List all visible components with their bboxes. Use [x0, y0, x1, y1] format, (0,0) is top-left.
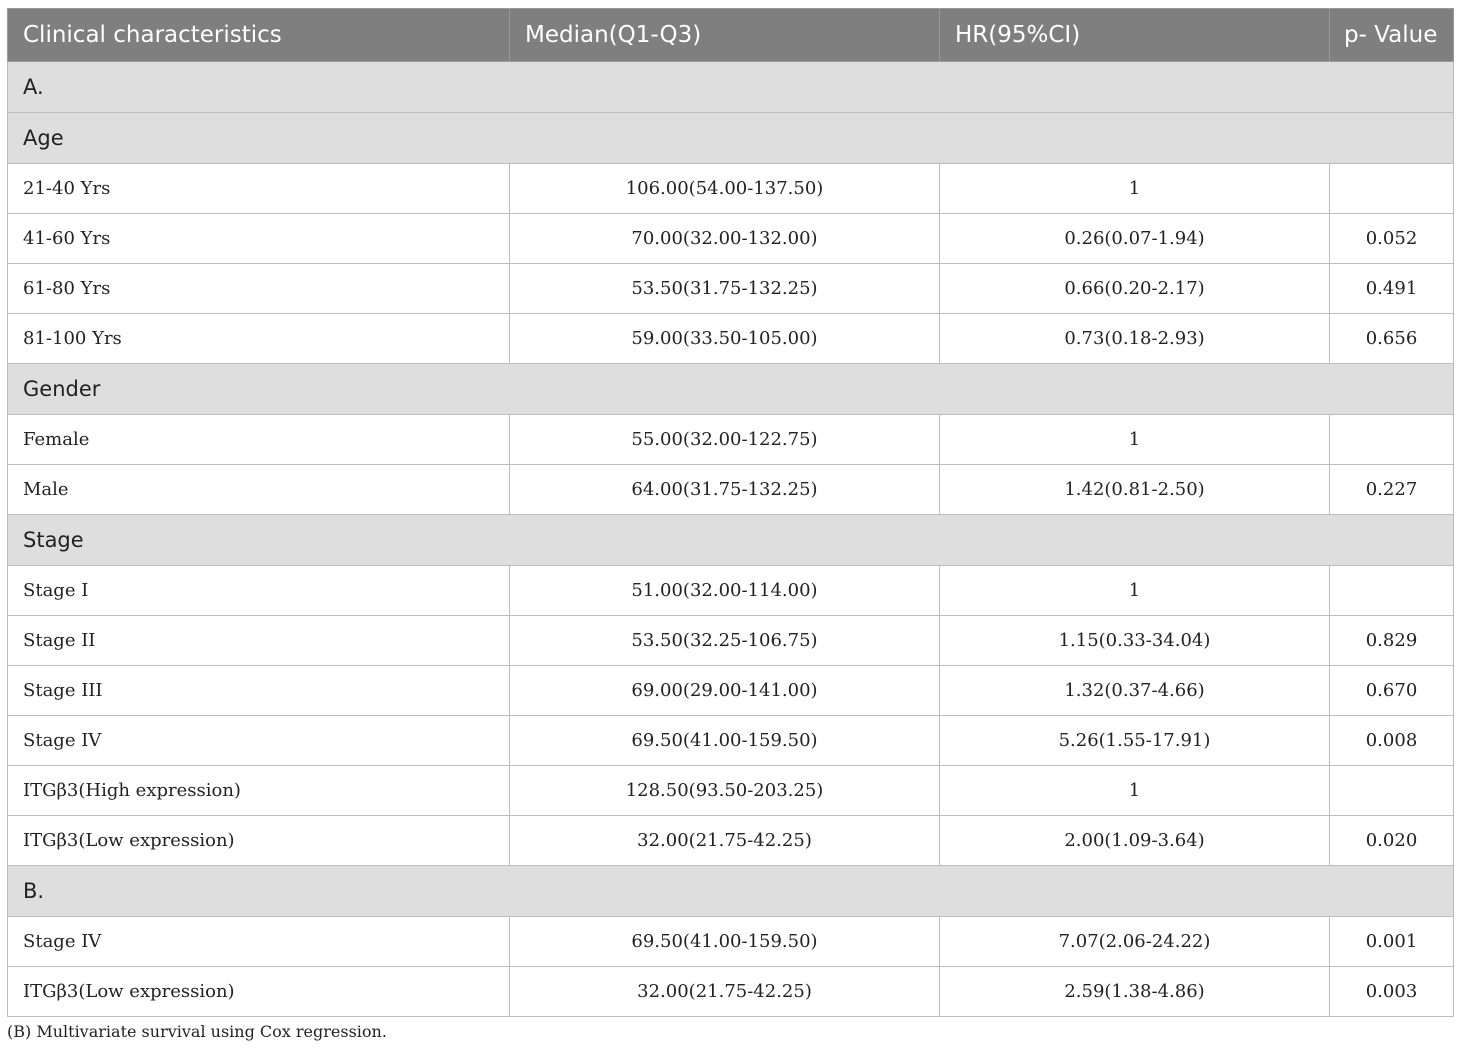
results-table-container: [7, 8, 1453, 1017]
cell-p-value: 0.227: [1330, 465, 1454, 515]
section-label: B.: [8, 866, 1454, 917]
table-body: [8, 62, 1454, 1017]
cell-p-value: [1330, 766, 1454, 816]
cell-characteristic: 41-60 Yrs: [8, 214, 510, 264]
cell-p-value: 0.656: [1330, 314, 1454, 364]
cell-median: 69.00(29.00-141.00): [510, 666, 940, 716]
cell-characteristic: Stage II: [8, 616, 510, 666]
cell-median: 69.50(41.00-159.50): [510, 716, 940, 766]
cell-median: 51.00(32.00-114.00): [510, 566, 940, 616]
cell-p-value: [1330, 566, 1454, 616]
table-row: [8, 967, 1454, 1017]
cell-p-value: 0.020: [1330, 816, 1454, 866]
cell-p-value: 0.491: [1330, 264, 1454, 314]
table-row: [8, 314, 1454, 364]
cell-median: 128.50(93.50-203.25): [510, 766, 940, 816]
table-footnote: (B) Multivariate survival using Cox regression.: [7, 1022, 387, 1041]
cell-characteristic: ITGβ3(High expression): [8, 766, 510, 816]
cell-hr: 5.26(1.55-17.91): [940, 716, 1330, 766]
cell-median: 59.00(33.50-105.00): [510, 314, 940, 364]
table-row: [8, 264, 1454, 314]
cell-hr: 0.73(0.18-2.93): [940, 314, 1330, 364]
table-row: [8, 666, 1454, 716]
cell-characteristic: Stage III: [8, 666, 510, 716]
cell-p-value: 0.008: [1330, 716, 1454, 766]
cell-median: 53.50(32.25-106.75): [510, 616, 940, 666]
header-p-value: p- Value: [1330, 9, 1454, 62]
cell-hr: 1.42(0.81-2.50): [940, 465, 1330, 515]
section-row: [8, 866, 1454, 917]
cell-p-value: 0.829: [1330, 616, 1454, 666]
cell-characteristic: Stage IV: [8, 917, 510, 967]
cell-p-value: 0.001: [1330, 917, 1454, 967]
cell-characteristic: ITGβ3(Low expression): [8, 967, 510, 1017]
cell-median: 64.00(31.75-132.25): [510, 465, 940, 515]
cell-p-value: 0.052: [1330, 214, 1454, 264]
section-row: [8, 62, 1454, 113]
section-row: [8, 364, 1454, 415]
table-row: [8, 566, 1454, 616]
cell-p-value: [1330, 415, 1454, 465]
header-median: Median(Q1-Q3): [510, 9, 940, 62]
cell-median: 53.50(31.75-132.25): [510, 264, 940, 314]
cell-hr: 2.59(1.38-4.86): [940, 967, 1330, 1017]
cell-characteristic: 61-80 Yrs: [8, 264, 510, 314]
table-row: [8, 816, 1454, 866]
header-hr: HR(95%CI): [940, 9, 1330, 62]
table-row: [8, 164, 1454, 214]
table-row: [8, 415, 1454, 465]
cell-hr: 1.32(0.37-4.66): [940, 666, 1330, 716]
cell-characteristic: 21-40 Yrs: [8, 164, 510, 214]
table-row: [8, 766, 1454, 816]
table-row: [8, 716, 1454, 766]
table-row: [8, 616, 1454, 666]
section-label: A.: [8, 62, 1454, 113]
cell-p-value: 0.670: [1330, 666, 1454, 716]
cell-median: 55.00(32.00-122.75): [510, 415, 940, 465]
cell-characteristic: Male: [8, 465, 510, 515]
cell-median: 70.00(32.00-132.00): [510, 214, 940, 264]
cell-median: 32.00(21.75-42.25): [510, 967, 940, 1017]
cell-hr: 1.15(0.33-34.04): [940, 616, 1330, 666]
section-label: Gender: [8, 364, 1454, 415]
cell-characteristic: ITGβ3(Low expression): [8, 816, 510, 866]
cell-characteristic: Stage IV: [8, 716, 510, 766]
cell-median: 69.50(41.00-159.50): [510, 917, 940, 967]
survival-table: [7, 8, 1454, 1017]
cell-median: 106.00(54.00-137.50): [510, 164, 940, 214]
section-label: Age: [8, 113, 1454, 164]
header-clinical-characteristics: Clinical characteristics: [8, 9, 510, 62]
cell-hr: 1: [940, 415, 1330, 465]
cell-hr: 2.00(1.09-3.64): [940, 816, 1330, 866]
cell-hr: 0.26(0.07-1.94): [940, 214, 1330, 264]
section-row: [8, 113, 1454, 164]
cell-hr: 1: [940, 164, 1330, 214]
cell-hr: 0.66(0.20-2.17): [940, 264, 1330, 314]
cell-hr: 1: [940, 566, 1330, 616]
table-row: [8, 917, 1454, 967]
cell-median: 32.00(21.75-42.25): [510, 816, 940, 866]
table-row: [8, 465, 1454, 515]
section-row: [8, 515, 1454, 566]
cell-characteristic: Stage I: [8, 566, 510, 616]
cell-p-value: 0.003: [1330, 967, 1454, 1017]
table-header-row: [8, 9, 1454, 62]
cell-characteristic: Female: [8, 415, 510, 465]
cell-p-value: [1330, 164, 1454, 214]
cell-hr: 7.07(2.06-24.22): [940, 917, 1330, 967]
table-row: [8, 214, 1454, 264]
cell-characteristic: 81-100 Yrs: [8, 314, 510, 364]
section-label: Stage: [8, 515, 1454, 566]
cell-hr: 1: [940, 766, 1330, 816]
